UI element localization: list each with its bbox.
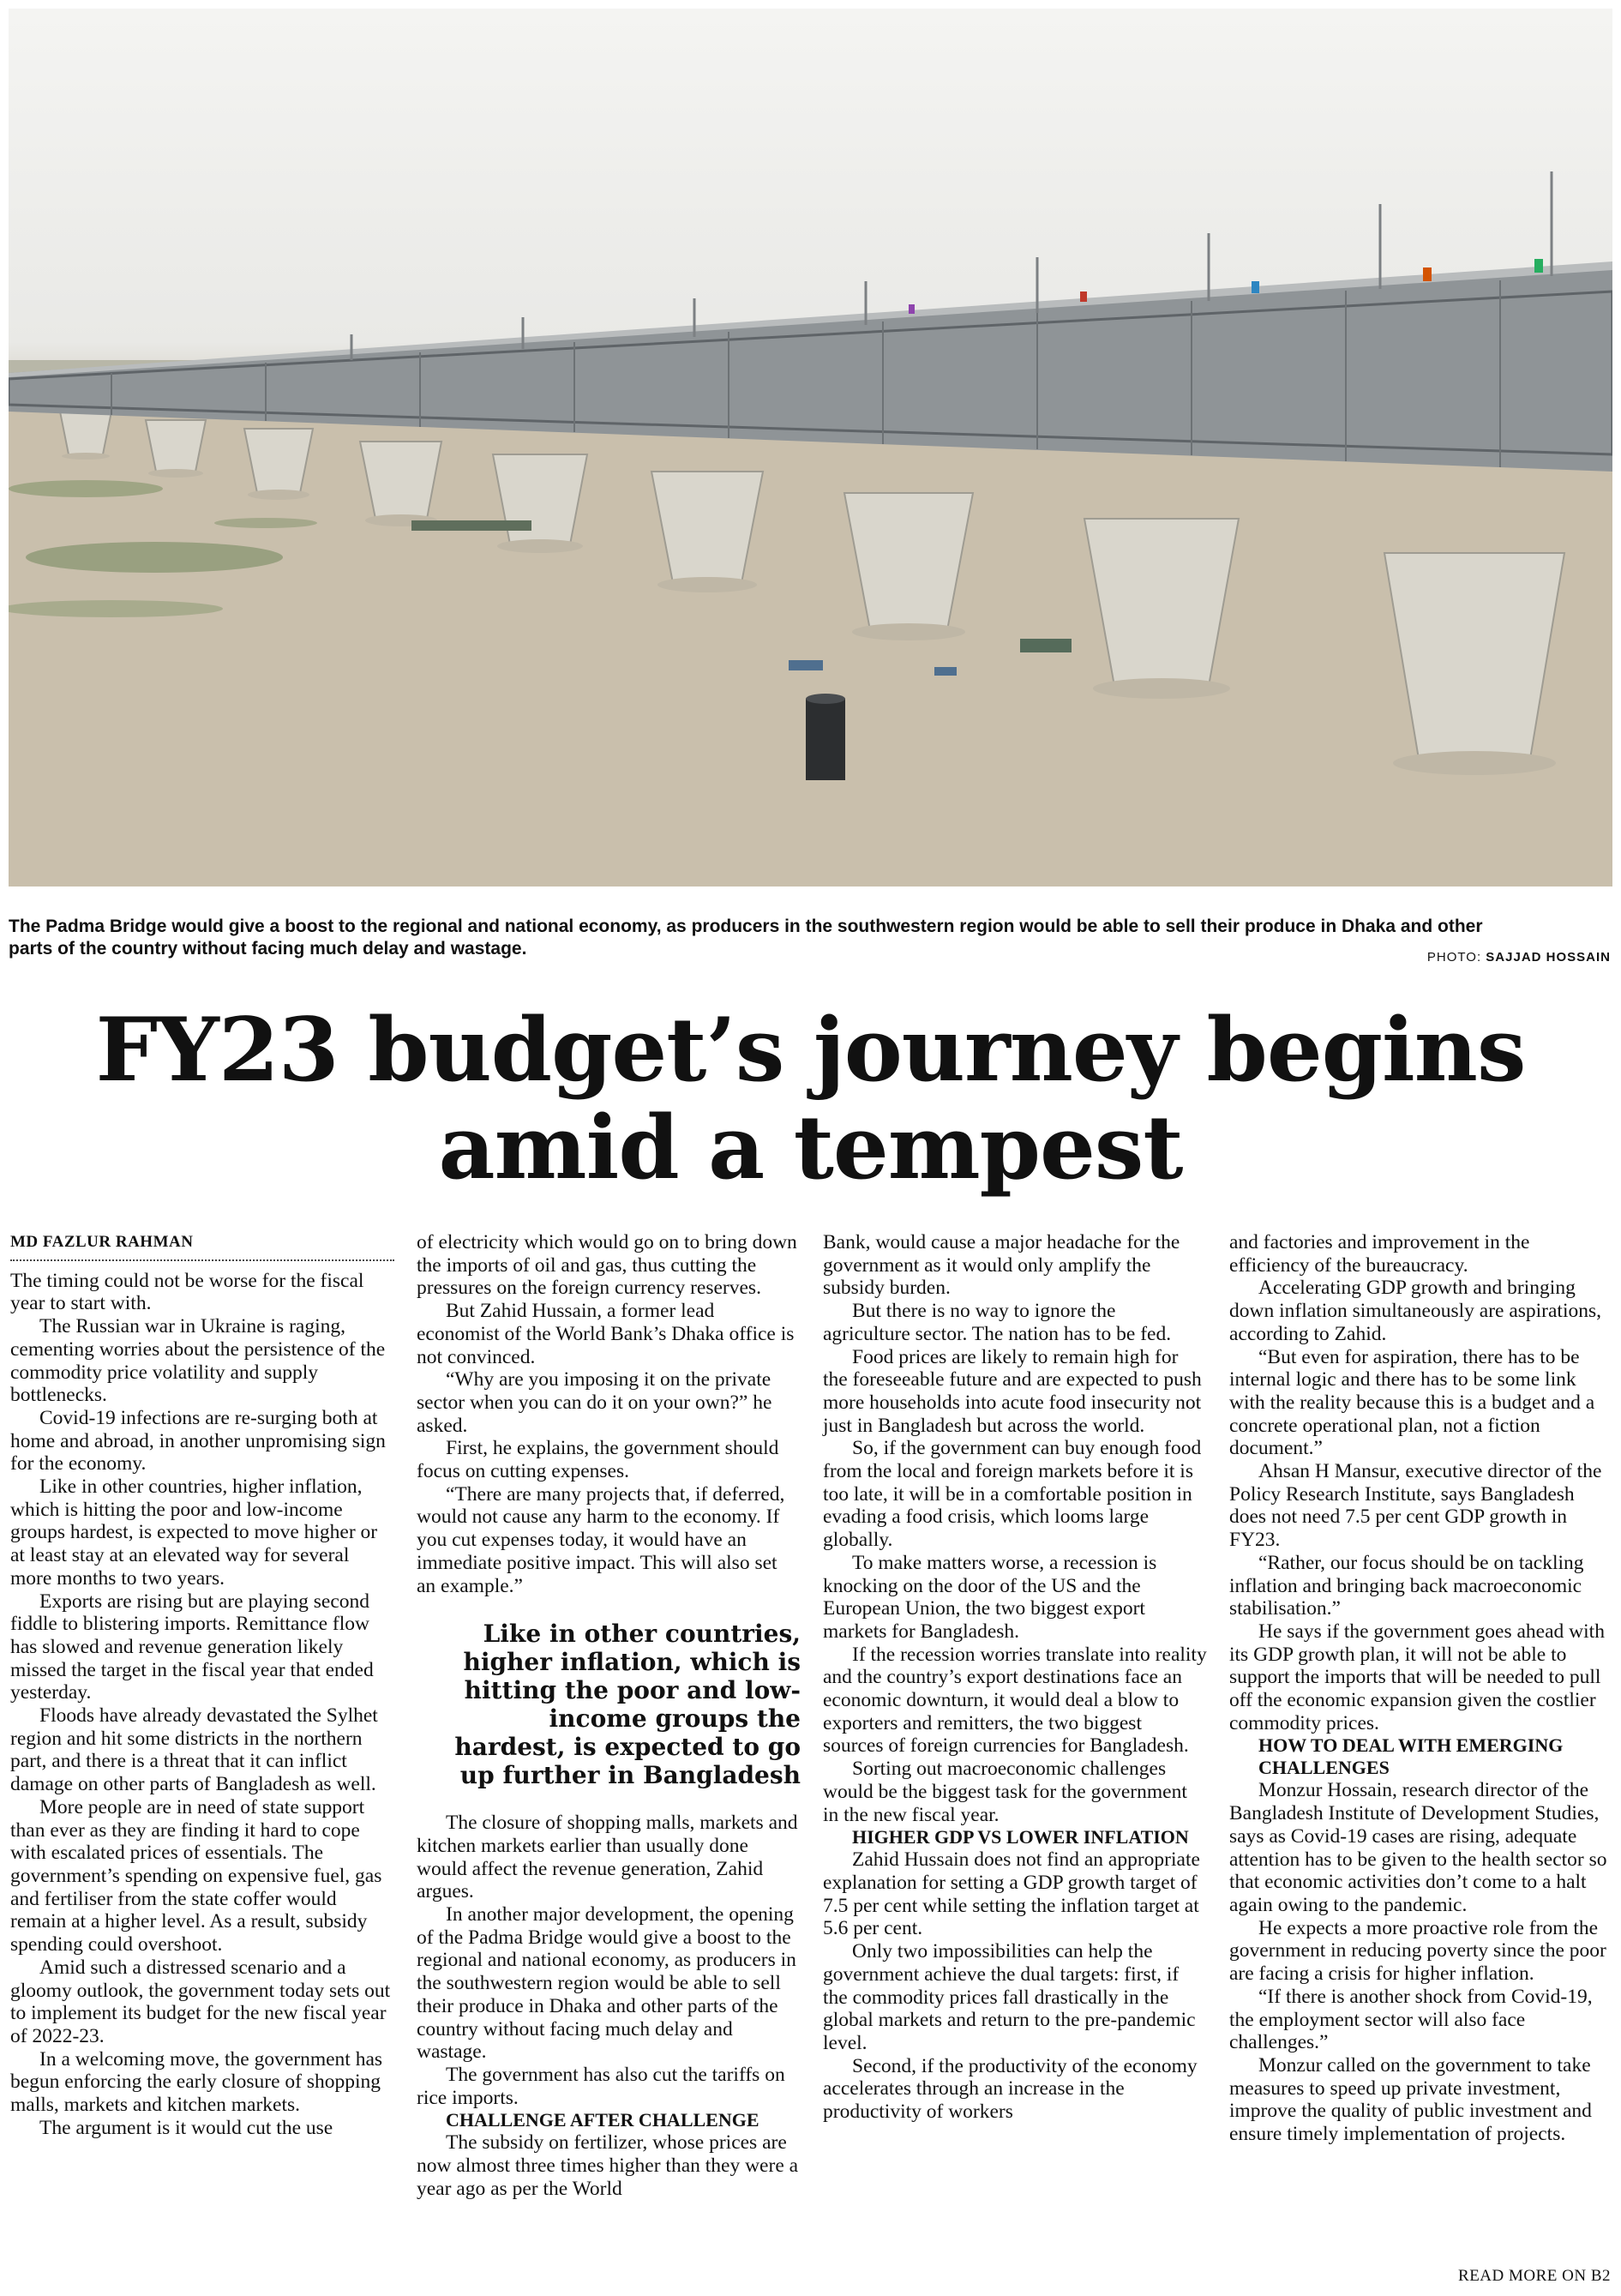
paragraph: Floods have already devastated the Sylhet region and hit some districts in the northern part, and there is a threat that it can inflict damage on other parts of Bangladesh as well. [10, 1704, 378, 1796]
photo-credit [1427, 950, 1611, 965]
paragraph: “There are many projects that, if deferred, would not cause any harm to the economy. If you cut expenses today, it would have an immediate positive impact. This will also set an example.” [417, 1482, 785, 1597]
paragraph: Second, if the productivity of the economy accelerates through an increase in the productivity of workers [823, 2054, 1198, 2124]
subheading: CHALLENGE AFTER CHALLENGE [446, 2109, 759, 2131]
subheading: HIGHER GDP VS LOWER INFLATION [852, 1826, 1189, 1848]
paragraph: The argument is it would cut the use [39, 2116, 333, 2139]
headline-line-1: FY23 budget’s journey begins [95, 999, 1526, 1102]
paragraph: Only two impossibilities can help the government achieve the dual targets: first, if the commodity prices fall drastically in the global markets and return to the pre-pandemic level. [823, 1940, 1196, 2054]
paragraph: “Rather, our focus should be on tackling inflation and bringing back macroeconomic stabilisation.” [1229, 1551, 1584, 1620]
paragraph: Monzur called on the government to take measures to speed up private investment, improve the quality of public investment and ensure timely implementation of projects. [1229, 2053, 1592, 2146]
paragraph: and factories and improvement in the efficiency of the bureaucracy. [1229, 1231, 1530, 1277]
article-column-4 [1229, 1231, 1613, 2146]
paragraph: Covid-19 infections are re-surging both at home and abroad, in another unpromising sign for the economy. [10, 1406, 386, 1476]
paragraph: He says if the government goes ahead with its GDP growth plan, it will not be able to support the imports that will be needed to pull off the economic expansion given the costlier commodity prices. [1229, 1620, 1605, 1734]
paragraph: To make matters worse, a recession is knocking on the door of the US and the European Union, the two biggest export markets for Bangladesh. [823, 1551, 1157, 1643]
pull-quote: Like in other countries, higher inflation, which is hitting the poor and low-income groups the hardest, is expected to go up further in Bangladesh [454, 1620, 801, 1790]
paragraph: Exports are rising but are playing second fiddle to blistering imports. Remittance flow has slowed and revenue generation likely missed the target in the fiscal year that ended yesterday. [10, 1590, 374, 1704]
read-more-link[interactable]: READ MORE ON B2 [1458, 2267, 1611, 2285]
paragraph: More people are in need of state support than ever as they are finding it hard to cope with escalated prices of essentials. The government’s spending on expensive fuel, gas and fertiliser from the state coffer would remain at a higher level. As a result, subsidy spending could overshoot. [10, 1795, 382, 1956]
paragraph: Accelerating GDP growth and bringing down inflation simultaneously are aspirations, according to Zahid. [1229, 1277, 1602, 1345]
byline: MD FAZLUR RAHMAN [10, 1231, 394, 1261]
article-column-2 [417, 1231, 801, 2201]
paragraph: “But even for aspiration, there has to be internal logic and there has to be some link with the reality because this is a budget and a concrete operational plan, not a fiction document.” [1229, 1345, 1595, 1460]
paragraph: But Zahid Hussain, a former lead economist of the World Bank’s Dhaka office is not convinced. [417, 1300, 795, 1368]
photo-credit-prefix: PHOTO: [1426, 950, 1486, 965]
paragraph: of electricity which would go on to bring down the imports of oil and gas, thus cutting the pressures on the foreign currency reserves. [417, 1231, 797, 1300]
paragraph: The timing could not be worse for the fiscal year to start with. [10, 1269, 364, 1315]
photo-caption: The Padma Bridge would give a boost to the regional and national economy, as producers in the southwestern region would be able to sell their produce in Dhaka and other parts of the country without facing much delay and wastage. [9, 917, 1483, 959]
paragraph: If the recession worries translate into reality and the country’s export destinations face an economic downturn, it would deal a blow to exporters and remitters, the two biggest sources of foreign currencies for Bangladesh. [823, 1643, 1207, 1758]
article-column-1 [10, 1231, 394, 2139]
paragraph: First, he explains, the government should focus on cutting expenses. [417, 1437, 779, 1483]
photo-credit-name: SAJJAD HOSSAIN [1486, 950, 1611, 965]
paragraph: In another major development, the opening of the Padma Bridge would give a boost to the regional and national economy, as producers in the southwestern region would be able to sell their produce in Dhaka and other parts of the country without facing much delay and wastage. [417, 1903, 796, 2064]
paragraph: Monzur Hossain, research director of the Bangladesh Institute of Development Studies, says as Covid-19 cases are rising, adequate attention has to be given to the health sector so that economic activities don’t come to a halt again owing to the pandemic. [1229, 1779, 1607, 1916]
paragraph: So, if the government can buy enough food from the local and foreign markets before it is too late, it will be in a comfortable position in evading a food crisis, which looms large globally. [823, 1437, 1202, 1552]
headline-line-2: amid a tempest [438, 1097, 1183, 1199]
paragraph: But there is no way to ignore the agriculture sector. The nation has to be fed. [823, 1300, 1172, 1345]
headline [0, 1001, 1621, 1197]
article-column-3 [823, 1231, 1207, 2124]
paragraph: The closure of shopping malls, markets and kitchen markets earlier than usually done would affect the revenue generation, Zahid argues. [417, 1812, 798, 1903]
paragraph: Ahsan H Mansur, executive director of the Policy Research Institute, says Bangladesh does not need 7.5 per cent GDP growth in FY23. [1229, 1460, 1602, 1552]
paragraph: Like in other countries, higher inflation, which is hitting the poor and low-income groups hardest, is expected to move higher or at least stay at an elevated way for several more months to two years. [10, 1476, 378, 1590]
subheading: HOW TO DEAL WITH EMERGING CHALLENGES [1258, 1734, 1564, 1779]
paragraph: The government has also cut the tariffs on rice imports. [417, 2063, 785, 2109]
paragraph: The subsidy on fertilizer, whose prices are now almost three times higher than they were a year ago as per the World [417, 2131, 799, 2200]
paragraph: Food prices are likely to remain high for the foreseeable future and are expected to push more households into acute food insecurity not just in Bangladesh but across the world. [823, 1345, 1202, 1437]
paragraph: The Russian war in Ukraine is raging, cementing worries about the persistence of the commodity price volatility and supply bottlenecks. [10, 1315, 386, 1407]
bridge-illustration [9, 9, 1612, 887]
paragraph: In a welcoming move, the government has begun enforcing the early closure of shopping malls, markets and kitchen markets. [10, 2047, 383, 2117]
paragraph: Bank, would cause a major headache for the government as it would only amplify the subsidy burden. [823, 1231, 1180, 1300]
paragraph: “Why are you imposing it on the private sector when you can do it on your own?” he asked. [417, 1368, 772, 1437]
paragraph: Amid such a distressed scenario and a gloomy outlook, the government today sets out to implement its budget for the new fiscal year of 2022-23. [10, 1956, 391, 2047]
paragraph: “If there is another shock from Covid-19, the employment sector will also face challenges.” [1229, 1985, 1593, 2054]
paragraph: He expects a more proactive role from the government in reducing poverty since the poor are facing a crisis for higher inflation. [1229, 1916, 1606, 1986]
bridge-photo [9, 9, 1612, 887]
paragraph: Zahid Hussain does not find an appropriate explanation for setting a GDP growth target of 7.5 per cent while setting the inflation target at 5.6 per cent. [823, 1848, 1200, 1940]
paragraph: Sorting out macroeconomic challenges would be the biggest task for the government in the new fiscal year. [823, 1758, 1187, 1826]
